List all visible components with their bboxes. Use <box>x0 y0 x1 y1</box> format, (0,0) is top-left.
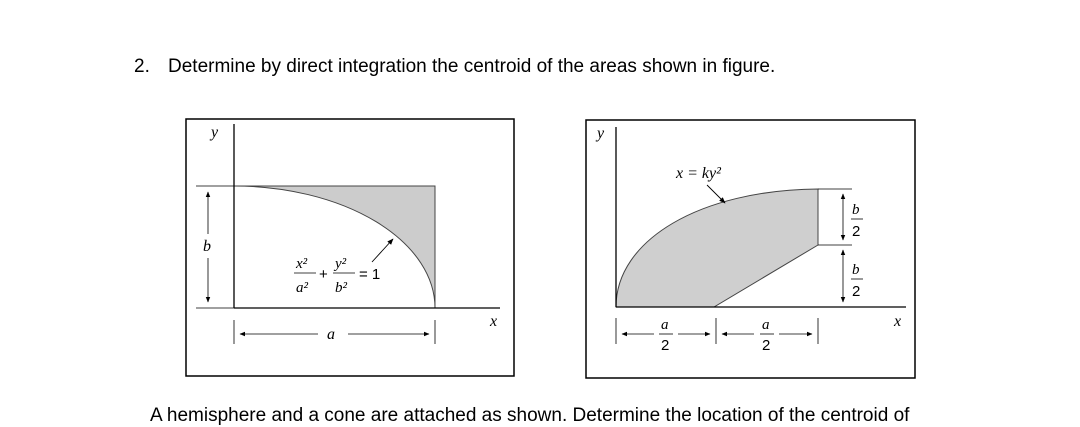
dim-a-half1-num: a <box>661 317 669 333</box>
eq-equals-one: = 1 <box>359 266 381 283</box>
parabola-equation: x = ky² <box>676 165 721 182</box>
dim-b-half-upper-num: b <box>852 202 860 218</box>
y-axis-label-left: y <box>211 124 219 141</box>
x-axis-label-left: x <box>490 313 498 330</box>
dim-a-label: a <box>327 326 335 343</box>
dim-a-half2-num: a <box>762 317 770 333</box>
dim-a-half2-den: 2 <box>762 337 771 354</box>
eq-term1-den: a² <box>296 280 308 296</box>
eq-plus: + <box>319 266 328 283</box>
dim-b-half-upper-den: 2 <box>852 223 861 240</box>
figure-left <box>186 119 514 376</box>
figure-left-frame <box>186 119 514 376</box>
dim-b-label: b <box>203 238 211 255</box>
question-text: Determine by direct integration the centroid of the areas shown in figure. <box>168 56 776 77</box>
dim-b-half-lower-den: 2 <box>852 283 861 300</box>
next-question-cutoff: A hemisphere and a cone are attached as shown. Determine the location of the centroid of <box>150 405 910 426</box>
figure-right <box>586 120 915 378</box>
eq-term1-num: x² <box>296 256 308 272</box>
dim-b-half-lower-num: b <box>852 262 860 278</box>
x-axis-label-right: x <box>894 313 902 330</box>
question-number: 2. <box>134 56 150 77</box>
y-axis-label-right: y <box>597 125 605 142</box>
eq-term2-den: b² <box>335 280 347 296</box>
eq-term2-num: y² <box>335 256 347 272</box>
dim-a-half1-den: 2 <box>661 337 670 354</box>
